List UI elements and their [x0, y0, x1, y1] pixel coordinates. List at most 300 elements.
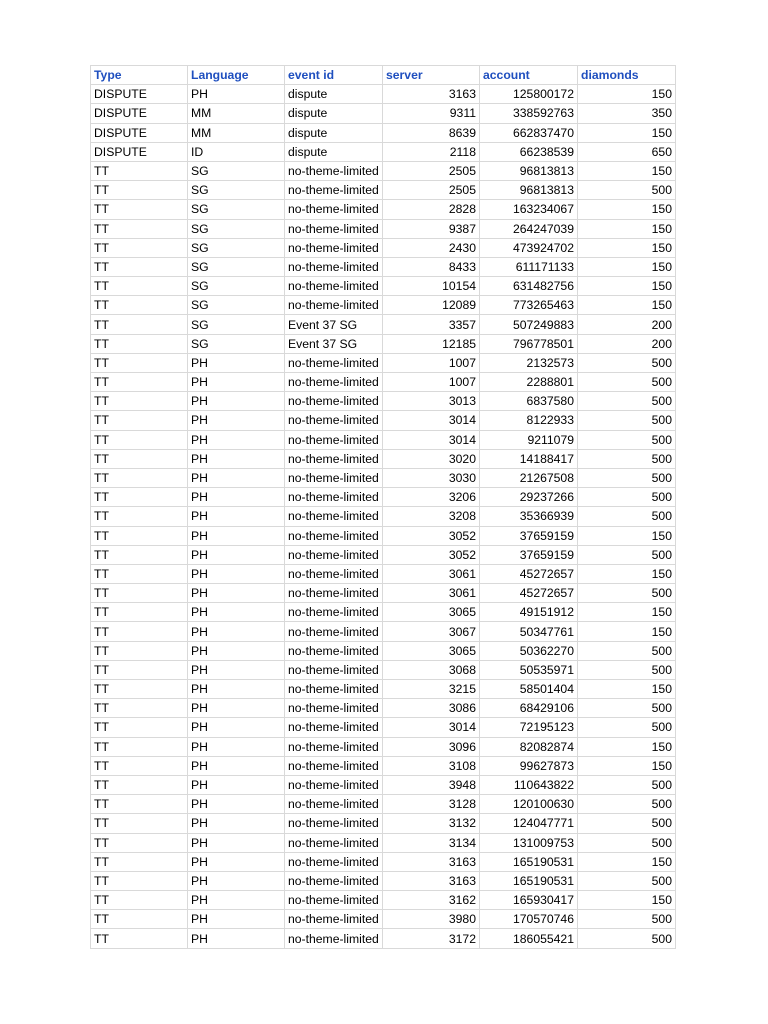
table-row [91, 775, 676, 794]
server-cell: 3061 [383, 564, 480, 583]
diamonds-cell: 350 [578, 104, 676, 123]
event-id-cell: no-theme-limited [285, 411, 383, 430]
language-cell: SG [188, 257, 285, 276]
diamonds-cell: 500 [578, 488, 676, 507]
language-cell: SG [188, 315, 285, 334]
table-row [91, 296, 676, 315]
language-cell: PH [188, 353, 285, 372]
server-cell: 1007 [383, 373, 480, 392]
table-row [91, 699, 676, 718]
server-cell: 3163 [383, 871, 480, 890]
account-cell: 37659159 [480, 545, 578, 564]
type-cell: TT [91, 660, 188, 679]
account-cell: 35366939 [480, 507, 578, 526]
header-row [91, 66, 676, 85]
table-row [91, 603, 676, 622]
diamonds-cell: 500 [578, 775, 676, 794]
table-row [91, 161, 676, 180]
account-cell: 2132573 [480, 353, 578, 372]
language-cell: PH [188, 468, 285, 487]
server-cell: 3163 [383, 852, 480, 871]
server-cell: 9387 [383, 219, 480, 238]
language-cell: PH [188, 775, 285, 794]
server-cell: 3065 [383, 641, 480, 660]
server-cell: 2118 [383, 142, 480, 161]
account-cell: 507249883 [480, 315, 578, 334]
table-row [91, 449, 676, 468]
table-row [91, 392, 676, 411]
account-cell: 611171133 [480, 257, 578, 276]
event-id-cell: no-theme-limited [285, 660, 383, 679]
table-row [91, 104, 676, 123]
language-cell: PH [188, 737, 285, 756]
account-cell: 120100630 [480, 795, 578, 814]
account-cell: 338592763 [480, 104, 578, 123]
language-cell: PH [188, 660, 285, 679]
diamonds-cell: 150 [578, 622, 676, 641]
language-cell: SG [188, 181, 285, 200]
language-cell: PH [188, 718, 285, 737]
server-cell: 3208 [383, 507, 480, 526]
diamonds-cell: 500 [578, 833, 676, 852]
account-cell: 14188417 [480, 449, 578, 468]
diamonds-cell: 650 [578, 142, 676, 161]
type-cell: TT [91, 200, 188, 219]
table-row [91, 622, 676, 641]
server-cell: 3096 [383, 737, 480, 756]
event-id-cell: no-theme-limited [285, 756, 383, 775]
event-id-cell: no-theme-limited [285, 699, 383, 718]
table-row [91, 641, 676, 660]
event-id-cell: no-theme-limited [285, 488, 383, 507]
language-cell: SG [188, 238, 285, 257]
type-cell: DISPUTE [91, 104, 188, 123]
type-cell: TT [91, 910, 188, 929]
language-cell: PH [188, 756, 285, 775]
type-cell: TT [91, 795, 188, 814]
account-cell: 110643822 [480, 775, 578, 794]
diamonds-cell: 150 [578, 756, 676, 775]
server-cell: 3014 [383, 430, 480, 449]
account-cell: 96813813 [480, 161, 578, 180]
type-cell: TT [91, 929, 188, 948]
language-cell: SG [188, 296, 285, 315]
server-cell: 8433 [383, 257, 480, 276]
type-cell: DISPUTE [91, 85, 188, 104]
table-row [91, 814, 676, 833]
server-cell: 3065 [383, 603, 480, 622]
event-id-cell: no-theme-limited [285, 622, 383, 641]
diamonds-cell: 500 [578, 353, 676, 372]
language-cell: SG [188, 200, 285, 219]
event-id-cell: no-theme-limited [285, 680, 383, 699]
account-cell: 45272657 [480, 564, 578, 583]
server-cell: 10154 [383, 277, 480, 296]
account-cell: 49151912 [480, 603, 578, 622]
diamonds-cell: 150 [578, 277, 676, 296]
account-cell: 473924702 [480, 238, 578, 257]
server-cell: 3013 [383, 392, 480, 411]
event-id-cell: no-theme-limited [285, 468, 383, 487]
type-cell: TT [91, 852, 188, 871]
language-cell: PH [188, 373, 285, 392]
language-cell: PH [188, 910, 285, 929]
event-id-cell: no-theme-limited [285, 718, 383, 737]
type-cell: TT [91, 737, 188, 756]
diamonds-cell: 150 [578, 123, 676, 142]
diamonds-cell: 150 [578, 564, 676, 583]
type-cell: TT [91, 680, 188, 699]
type-cell: TT [91, 411, 188, 430]
event-id-cell: no-theme-limited [285, 891, 383, 910]
header-server: server [383, 66, 480, 85]
table-row [91, 507, 676, 526]
event-id-cell: no-theme-limited [285, 775, 383, 794]
language-cell: PH [188, 564, 285, 583]
event-id-cell: no-theme-limited [285, 373, 383, 392]
account-cell: 186055421 [480, 929, 578, 948]
server-cell: 3163 [383, 85, 480, 104]
type-cell: TT [91, 334, 188, 353]
event-id-cell: no-theme-limited [285, 161, 383, 180]
language-cell: SG [188, 161, 285, 180]
type-cell: TT [91, 277, 188, 296]
server-cell: 1007 [383, 353, 480, 372]
diamonds-cell: 500 [578, 449, 676, 468]
table-row [91, 680, 676, 699]
table-row [91, 200, 676, 219]
type-cell: TT [91, 891, 188, 910]
type-cell: TT [91, 315, 188, 334]
account-cell: 45272657 [480, 584, 578, 603]
account-cell: 21267508 [480, 468, 578, 487]
type-cell: TT [91, 161, 188, 180]
diamonds-cell: 500 [578, 871, 676, 890]
diamonds-cell: 150 [578, 296, 676, 315]
table-row [91, 737, 676, 756]
table-row [91, 545, 676, 564]
server-cell: 12185 [383, 334, 480, 353]
event-id-cell: no-theme-limited [285, 430, 383, 449]
server-cell: 3030 [383, 468, 480, 487]
table-row [91, 123, 676, 142]
diamonds-cell: 150 [578, 680, 676, 699]
type-cell: TT [91, 296, 188, 315]
diamonds-cell: 150 [578, 219, 676, 238]
server-cell: 3980 [383, 910, 480, 929]
type-cell: TT [91, 507, 188, 526]
event-id-cell: no-theme-limited [285, 641, 383, 660]
server-cell: 3132 [383, 814, 480, 833]
type-cell: TT [91, 775, 188, 794]
server-cell: 3052 [383, 526, 480, 545]
account-cell: 773265463 [480, 296, 578, 315]
type-cell: TT [91, 392, 188, 411]
server-cell: 2505 [383, 161, 480, 180]
event-id-cell: no-theme-limited [285, 507, 383, 526]
language-cell: PH [188, 507, 285, 526]
table-row [91, 795, 676, 814]
language-cell: PH [188, 871, 285, 890]
diamonds-cell: 500 [578, 929, 676, 948]
table-row [91, 584, 676, 603]
event-id-cell: dispute [285, 142, 383, 161]
server-cell: 3128 [383, 795, 480, 814]
type-cell: TT [91, 622, 188, 641]
server-cell: 2828 [383, 200, 480, 219]
language-cell: PH [188, 641, 285, 660]
event-id-cell: no-theme-limited [285, 219, 383, 238]
server-cell: 3134 [383, 833, 480, 852]
diamonds-cell: 500 [578, 392, 676, 411]
table-row [91, 142, 676, 161]
type-cell: TT [91, 564, 188, 583]
diamonds-cell: 500 [578, 430, 676, 449]
server-cell: 3162 [383, 891, 480, 910]
header-language: Language [188, 66, 285, 85]
type-cell: TT [91, 718, 188, 737]
language-cell: PH [188, 603, 285, 622]
server-cell: 8639 [383, 123, 480, 142]
table-row [91, 334, 676, 353]
data-table [90, 65, 676, 949]
type-cell: TT [91, 353, 188, 372]
account-cell: 163234067 [480, 200, 578, 219]
diamonds-cell: 150 [578, 200, 676, 219]
server-cell: 3206 [383, 488, 480, 507]
event-id-cell: no-theme-limited [285, 526, 383, 545]
type-cell: TT [91, 871, 188, 890]
event-id-cell: no-theme-limited [285, 392, 383, 411]
account-cell: 170570746 [480, 910, 578, 929]
diamonds-cell: 200 [578, 315, 676, 334]
diamonds-cell: 500 [578, 814, 676, 833]
account-cell: 96813813 [480, 181, 578, 200]
account-cell: 99627873 [480, 756, 578, 775]
type-cell: TT [91, 641, 188, 660]
language-cell: PH [188, 545, 285, 564]
language-cell: PH [188, 929, 285, 948]
event-id-cell: no-theme-limited [285, 795, 383, 814]
event-id-cell: no-theme-limited [285, 181, 383, 200]
table-row [91, 315, 676, 334]
diamonds-cell: 500 [578, 699, 676, 718]
event-id-cell: no-theme-limited [285, 353, 383, 372]
diamonds-cell: 500 [578, 507, 676, 526]
server-cell: 3357 [383, 315, 480, 334]
diamonds-cell: 500 [578, 718, 676, 737]
header-diamonds: diamonds [578, 66, 676, 85]
account-cell: 125800172 [480, 85, 578, 104]
language-cell: PH [188, 680, 285, 699]
event-id-cell: no-theme-limited [285, 584, 383, 603]
event-id-cell: no-theme-limited [285, 545, 383, 564]
account-cell: 2288801 [480, 373, 578, 392]
diamonds-cell: 150 [578, 161, 676, 180]
server-cell: 2505 [383, 181, 480, 200]
table-row [91, 929, 676, 948]
table-row [91, 564, 676, 583]
account-cell: 8122933 [480, 411, 578, 430]
language-cell: PH [188, 891, 285, 910]
server-cell: 3014 [383, 718, 480, 737]
event-id-cell: Event 37 SG [285, 315, 383, 334]
server-cell: 9311 [383, 104, 480, 123]
account-cell: 165190531 [480, 871, 578, 890]
event-id-cell: no-theme-limited [285, 871, 383, 890]
server-cell: 3067 [383, 622, 480, 641]
language-cell: PH [188, 526, 285, 545]
type-cell: TT [91, 468, 188, 487]
account-cell: 72195123 [480, 718, 578, 737]
event-id-cell: dispute [285, 85, 383, 104]
table-row [91, 871, 676, 890]
event-id-cell: dispute [285, 123, 383, 142]
type-cell: TT [91, 814, 188, 833]
account-cell: 124047771 [480, 814, 578, 833]
event-id-cell: no-theme-limited [285, 257, 383, 276]
header-account: account [480, 66, 578, 85]
event-id-cell: no-theme-limited [285, 852, 383, 871]
event-id-cell: no-theme-limited [285, 277, 383, 296]
diamonds-cell: 150 [578, 852, 676, 871]
account-cell: 68429106 [480, 699, 578, 718]
language-cell: ID [188, 142, 285, 161]
diamonds-cell: 500 [578, 373, 676, 392]
type-cell: TT [91, 430, 188, 449]
account-cell: 165190531 [480, 852, 578, 871]
table-row [91, 756, 676, 775]
table-row [91, 411, 676, 430]
diamonds-cell: 500 [578, 181, 676, 200]
server-cell: 3052 [383, 545, 480, 564]
language-cell: PH [188, 488, 285, 507]
diamonds-cell: 150 [578, 238, 676, 257]
server-cell: 3068 [383, 660, 480, 679]
table-row [91, 468, 676, 487]
language-cell: PH [188, 85, 285, 104]
header-type: Type [91, 66, 188, 85]
server-cell: 3948 [383, 775, 480, 794]
type-cell: TT [91, 219, 188, 238]
language-cell: PH [188, 795, 285, 814]
type-cell: TT [91, 181, 188, 200]
diamonds-cell: 150 [578, 526, 676, 545]
table-row [91, 660, 676, 679]
table-row [91, 891, 676, 910]
account-cell: 631482756 [480, 277, 578, 296]
header-event-id: event id [285, 66, 383, 85]
server-cell: 12089 [383, 296, 480, 315]
event-id-cell: no-theme-limited [285, 200, 383, 219]
account-cell: 50362270 [480, 641, 578, 660]
language-cell: MM [188, 123, 285, 142]
language-cell: PH [188, 852, 285, 871]
event-id-cell: no-theme-limited [285, 296, 383, 315]
table-row [91, 373, 676, 392]
type-cell: DISPUTE [91, 123, 188, 142]
language-cell: SG [188, 334, 285, 353]
language-cell: PH [188, 699, 285, 718]
table-row [91, 430, 676, 449]
diamonds-cell: 500 [578, 584, 676, 603]
language-cell: PH [188, 411, 285, 430]
type-cell: TT [91, 756, 188, 775]
server-cell: 2430 [383, 238, 480, 257]
type-cell: TT [91, 699, 188, 718]
event-id-cell: no-theme-limited [285, 929, 383, 948]
event-id-cell: no-theme-limited [285, 833, 383, 852]
type-cell: TT [91, 603, 188, 622]
table-row [91, 353, 676, 372]
account-cell: 662837470 [480, 123, 578, 142]
diamonds-cell: 150 [578, 891, 676, 910]
diamonds-cell: 500 [578, 660, 676, 679]
account-cell: 50347761 [480, 622, 578, 641]
account-cell: 66238539 [480, 142, 578, 161]
diamonds-cell: 500 [578, 468, 676, 487]
type-cell: TT [91, 545, 188, 564]
table-row [91, 833, 676, 852]
language-cell: SG [188, 277, 285, 296]
table-row [91, 257, 676, 276]
account-cell: 131009753 [480, 833, 578, 852]
event-id-cell: dispute [285, 104, 383, 123]
server-cell: 3215 [383, 680, 480, 699]
account-cell: 165930417 [480, 891, 578, 910]
language-cell: MM [188, 104, 285, 123]
language-cell: PH [188, 449, 285, 468]
language-cell: PH [188, 622, 285, 641]
event-id-cell: no-theme-limited [285, 737, 383, 756]
server-cell: 3020 [383, 449, 480, 468]
diamonds-cell: 150 [578, 257, 676, 276]
event-id-cell: no-theme-limited [285, 910, 383, 929]
server-cell: 3086 [383, 699, 480, 718]
diamonds-cell: 150 [578, 603, 676, 622]
type-cell: TT [91, 526, 188, 545]
type-cell: TT [91, 488, 188, 507]
account-cell: 796778501 [480, 334, 578, 353]
type-cell: TT [91, 833, 188, 852]
table-row [91, 238, 676, 257]
account-cell: 9211079 [480, 430, 578, 449]
account-cell: 6837580 [480, 392, 578, 411]
language-cell: PH [188, 392, 285, 411]
event-id-cell: no-theme-limited [285, 814, 383, 833]
event-id-cell: no-theme-limited [285, 603, 383, 622]
event-id-cell: Event 37 SG [285, 334, 383, 353]
table-row [91, 181, 676, 200]
table-row [91, 219, 676, 238]
server-cell: 3061 [383, 584, 480, 603]
diamonds-cell: 500 [578, 910, 676, 929]
table-row [91, 526, 676, 545]
table-row [91, 488, 676, 507]
table-row [91, 852, 676, 871]
type-cell: TT [91, 449, 188, 468]
diamonds-cell: 500 [578, 795, 676, 814]
event-id-cell: no-theme-limited [285, 449, 383, 468]
diamonds-cell: 500 [578, 545, 676, 564]
diamonds-cell: 500 [578, 641, 676, 660]
language-cell: PH [188, 430, 285, 449]
diamonds-cell: 150 [578, 85, 676, 104]
account-cell: 58501404 [480, 680, 578, 699]
event-id-cell: no-theme-limited [285, 238, 383, 257]
account-cell: 82082874 [480, 737, 578, 756]
table-row [91, 85, 676, 104]
